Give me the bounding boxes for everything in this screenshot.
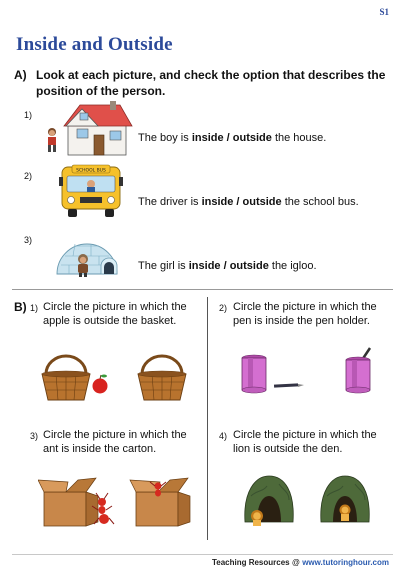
school-bus-picture bbox=[58, 163, 124, 219]
footer-link[interactable]: www.tutoringhour.com bbox=[302, 558, 389, 567]
sub-number: 4) bbox=[219, 431, 228, 441]
sub-number: 1) bbox=[30, 303, 39, 313]
footer: Teaching Resources @ www.tutoringhour.com bbox=[211, 558, 389, 567]
sub-question: Circle the picture in which the ant is inside the carton. bbox=[43, 429, 187, 455]
carton-ant-picture[interactable] bbox=[38, 474, 193, 530]
item-sentence: The boy is inside / outside the house. bbox=[138, 132, 327, 144]
footer-brand: Teaching Resources bbox=[211, 558, 290, 567]
lion-den-picture[interactable] bbox=[243, 472, 373, 528]
house-boy-picture bbox=[44, 101, 134, 157]
house-figure bbox=[64, 101, 132, 155]
section-a-instruction bbox=[14, 67, 394, 99]
igloo-girl-picture bbox=[53, 232, 125, 278]
lion-outside bbox=[251, 510, 263, 526]
basket-left bbox=[42, 356, 90, 400]
pen-holder-left bbox=[242, 355, 266, 393]
section-divider bbox=[12, 289, 393, 290]
page-title: Inside and Outside bbox=[16, 34, 173, 55]
item-number: 3) bbox=[24, 235, 33, 245]
sub-question: Circle the picture in which the pen is inside the pen holder. bbox=[233, 301, 377, 327]
carton-left bbox=[38, 478, 98, 526]
sub-question: Circle the picture in which the apple is outside the basket. bbox=[43, 301, 187, 327]
basket-right bbox=[138, 356, 186, 400]
item-sentence: The girl is inside / outside the igloo. bbox=[138, 260, 317, 272]
column-divider bbox=[207, 297, 208, 540]
apple bbox=[93, 375, 108, 394]
footer-divider bbox=[12, 554, 393, 555]
choice-options[interactable]: inside / outside bbox=[188, 260, 269, 272]
item-number: 2) bbox=[24, 171, 33, 181]
pen-holder-right bbox=[346, 348, 370, 393]
sub-question: Circle the picture in which the lion is outside the den. bbox=[233, 429, 377, 455]
pen-outside bbox=[274, 383, 304, 387]
item-sentence: The driver is inside / outside the school bus. bbox=[138, 196, 359, 208]
choice-options[interactable]: inside / outside bbox=[191, 132, 272, 144]
sub-number: 2) bbox=[219, 303, 228, 313]
worksheet-code: S1 bbox=[379, 7, 389, 17]
section-a-text: Look at each picture, and check the option that describes the position of the person. bbox=[36, 68, 386, 98]
basket-apple-picture[interactable] bbox=[38, 352, 188, 404]
section-b-label: B) bbox=[14, 300, 27, 314]
choice-options[interactable]: inside / outside bbox=[201, 196, 282, 208]
bus-sign: SCHOOL BUS bbox=[76, 168, 106, 174]
section-a-label: A) bbox=[14, 68, 27, 82]
sub-number: 3) bbox=[30, 431, 39, 441]
den-right bbox=[321, 476, 369, 522]
carton-right bbox=[130, 478, 190, 526]
pen-holder-picture[interactable] bbox=[240, 346, 380, 398]
boy-figure bbox=[48, 128, 56, 152]
item-number: 1) bbox=[24, 110, 33, 120]
